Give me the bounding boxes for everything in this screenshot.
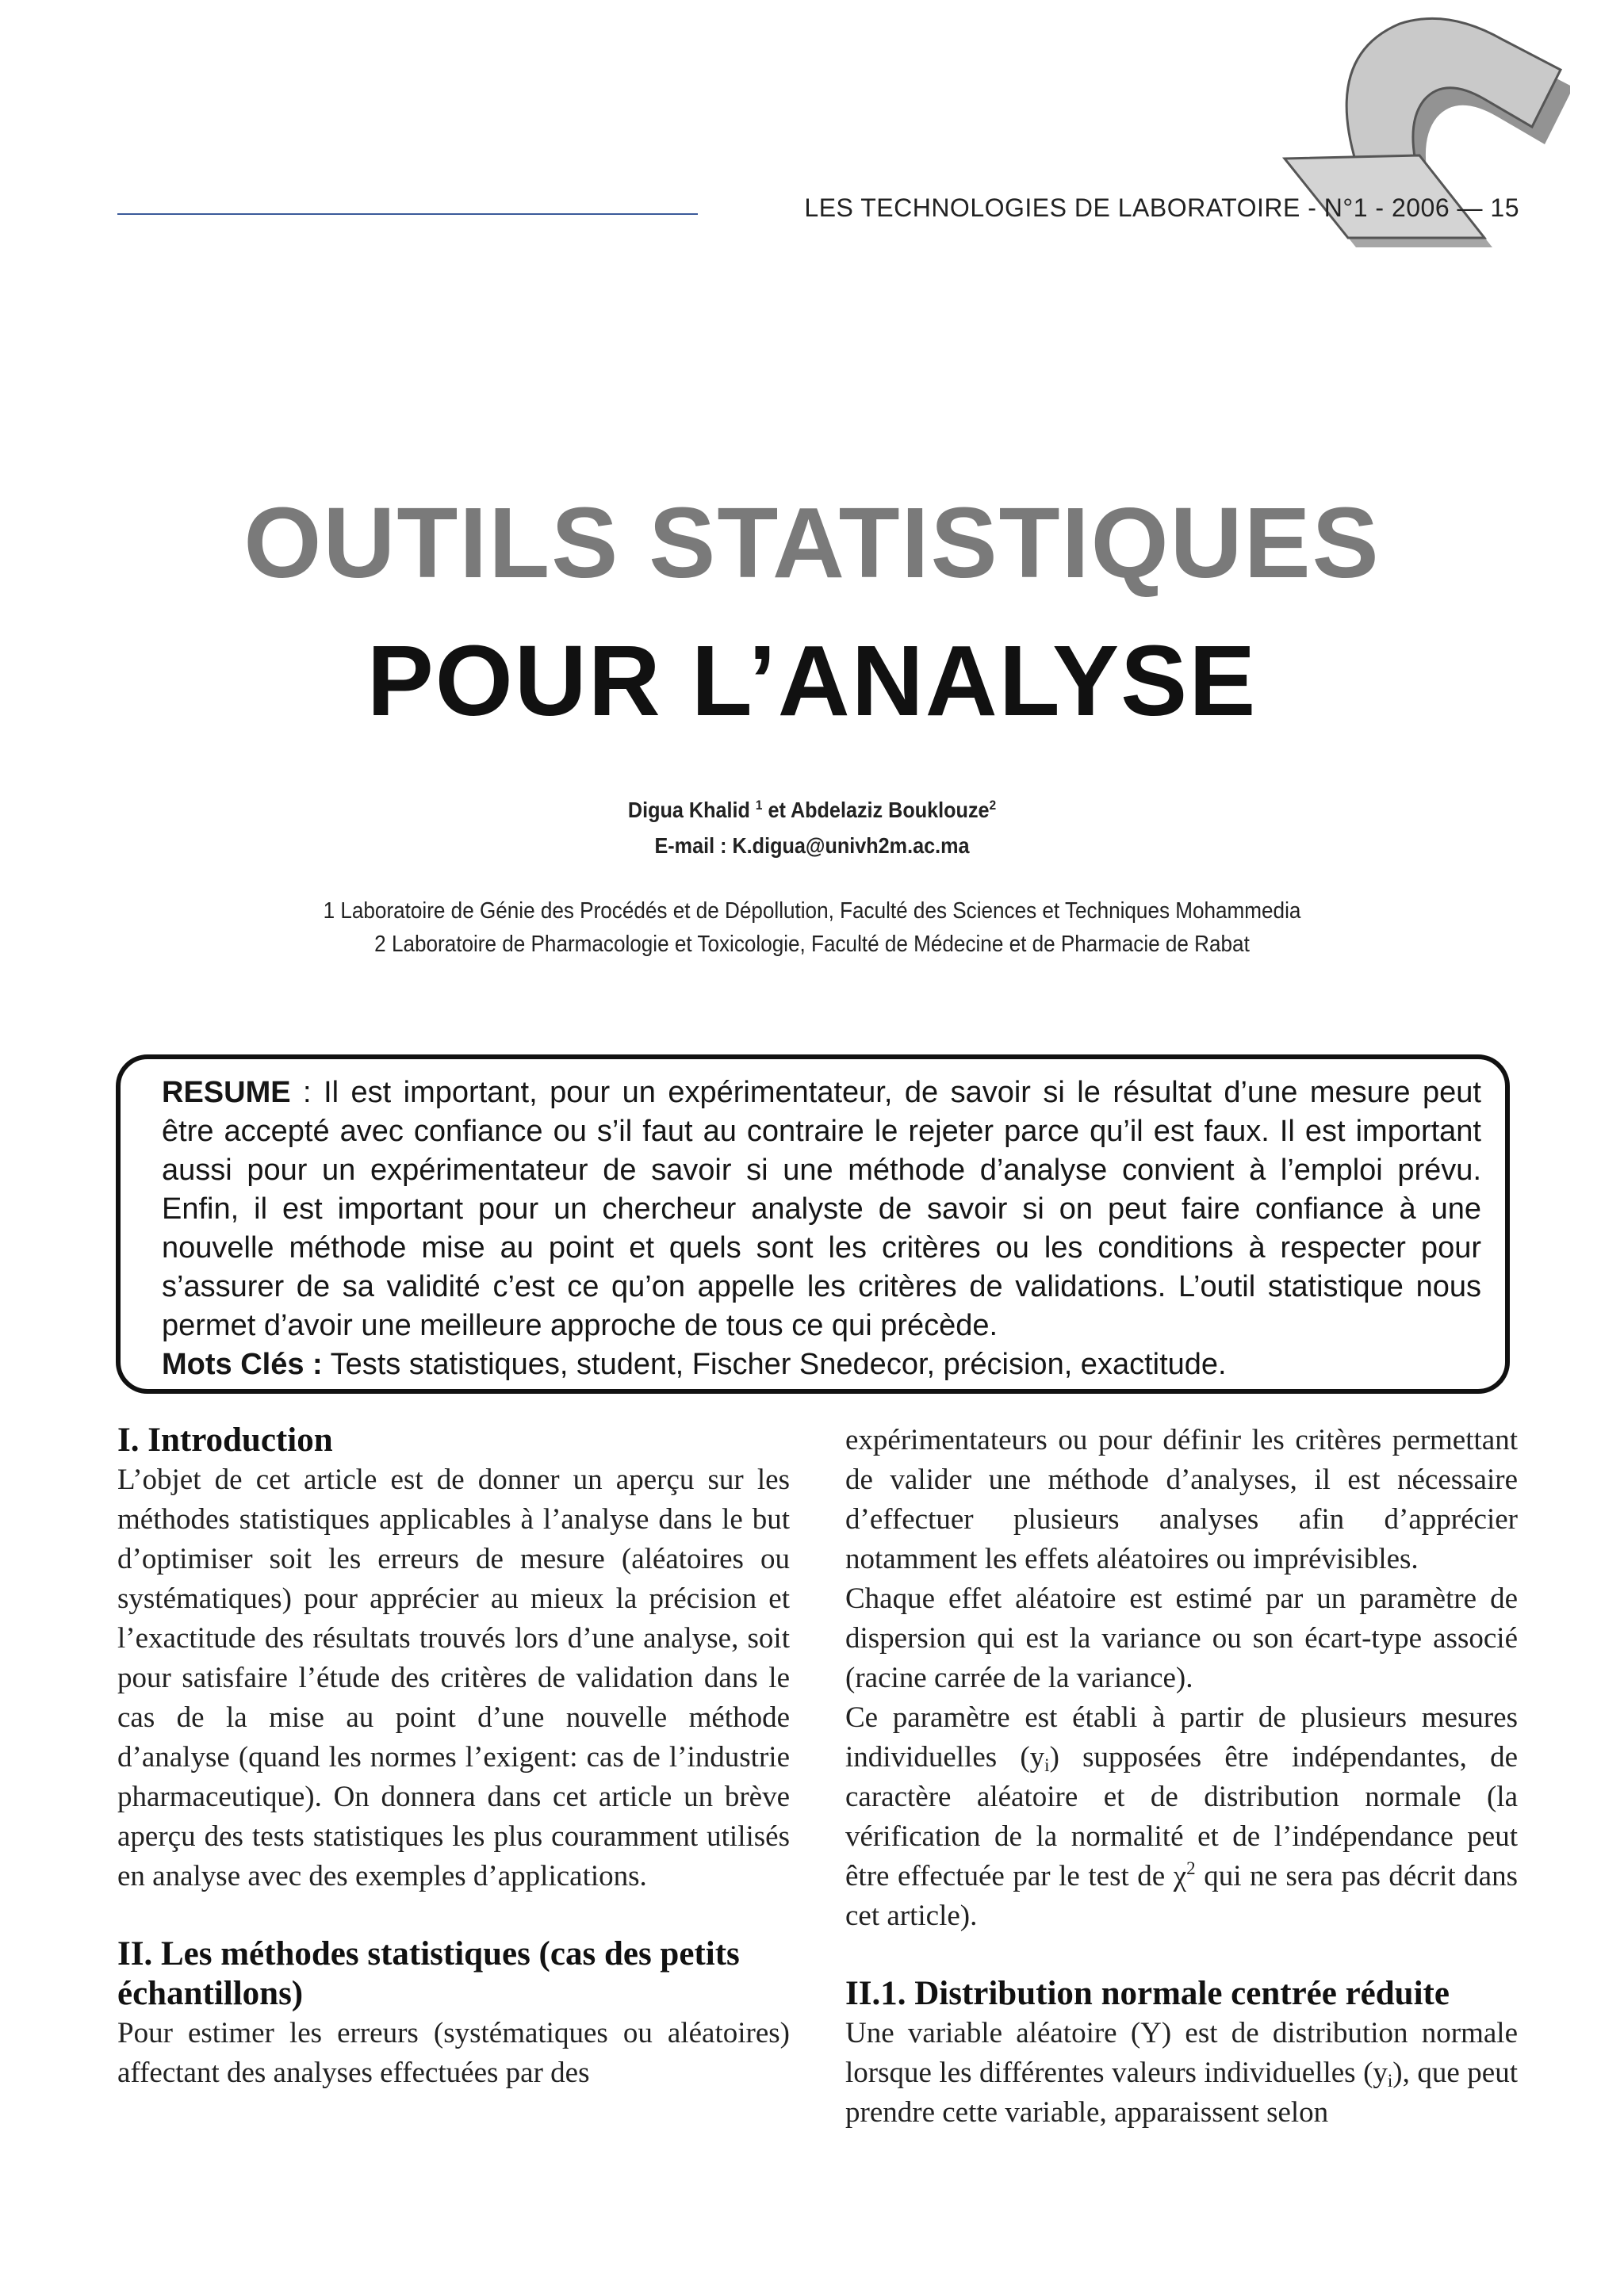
page-title-line-2: POUR L’ANALYSE: [366, 625, 1258, 737]
author-conjunction: et: [768, 798, 786, 822]
left-column: [117, 1421, 790, 2093]
right-paragraph-2: Chaque effet aléatoire est estimé par un paramètre de dispersion qui est la variance ou son écart-type associé (racine carrée de la variance).: [845, 1582, 1518, 1694]
methods-paragraph: Pour estimer les erreurs (systématiques ou aléatoires) affectant des analyses effectuées par des: [117, 2017, 790, 2089]
author-1: Digua Khalid: [627, 798, 750, 822]
abstract-text: [162, 1073, 1481, 1384]
author-2-mark: 2: [989, 798, 997, 813]
normal-subscript-i: i: [1387, 2071, 1393, 2091]
affiliation-2: 2 Laboratoire de Pharmacologie et Toxicologie, Faculté de Médecine et de Pharmacie de Rabat: [374, 932, 1250, 957]
right-p3-part-b: ) supposées être indépendantes, de caractère aléatoire et de distribution normale (la vérification de la normalité et de l’indépendance peut être effectuée par le test de χ: [845, 1741, 1518, 1892]
page-title-line-1: OUTILS STATISTIQUES: [243, 487, 1381, 599]
abstract-box: [116, 1054, 1510, 1394]
section-heading-introduction: I. Introduction: [117, 1422, 333, 1459]
keywords-text: Tests statistiques, student, Fischer Snedecor, précision, exactitude.: [330, 1348, 1227, 1381]
right-paragraph-3: [845, 1698, 1518, 1936]
normal-part-a: Une variable aléatoire (Y) est de distribution normale lorsque les différentes valeurs individuelles (y: [845, 2017, 1518, 2089]
running-header: LES TECHNOLOGIES DE LABORATOIRE - N°1 - 2006 — 15: [804, 193, 1519, 222]
right-p3-part-c: qui ne sera pas décrit dans cet article).: [845, 1860, 1518, 1932]
author-1-mark: 1: [755, 798, 763, 813]
abstract-separator: :: [290, 1076, 324, 1109]
section-heading-methods: II. Les méthodes statistiques (cas des petits échantillons): [117, 1935, 740, 2012]
introduction-paragraph: L’objet de cet article est de donner un aperçu sur les méthodes statistiques applicables à l’analyse dans le but d’optimiser soit les erreurs de mesure (aléatoires ou systématiques) pour apprécier au mieux la précision et l’exactitude des résultats trouvés lors d’une analyse, soit pour satisfaire l’étude des critères de validation dans le cas de la mise au point d’une nouvelle méthode d’analyse (quand les normes l’exigent: cas de l’industrie pharmaceutique). On donnera dans cet article un brève aperçu des tests statistiques les plus couramment utilisés en analyse avec des exemples d’applications.: [117, 1464, 790, 1892]
header-rule: [117, 213, 698, 215]
superscript-2: 2: [1186, 1858, 1196, 1878]
right-paragraph-1: expérimentateurs ou pour définir les critères permettant de valider une méthode d’analyses, il est nécessaire d’effectuer plusieurs analyses afin d’apprécier notamment les effets aléatoires ou imprévisibles.: [845, 1424, 1518, 1575]
right-column: [845, 1421, 1518, 2133]
abstract-label: RESUME: [162, 1076, 291, 1109]
abstract-body: Il est important, pour un expérimentateur, de savoir si le résultat d’une mesure peut être accepté avec confiance ou s’il faut au contraire le rejeter parce qu’il est faux. Il est important aussi pour un expérimentateur de savoir si une méthode d’analyse convient à l’emploi prévu. Enfin, il est important pour un chercheur analyste de savoir si on peut faire confiance à une nouvelle méthode mise au point et quels sont les critères ou les conditions à respecter pour s’assurer de sa validité c’est ce qu’on appelle les critères de validations. L’outil statistique nous permet d’avoir une meilleure approche de tous ce qui précède.: [162, 1076, 1481, 1342]
affiliation-1: 1 Laboratoire de Génie des Procédés et de Dépollution, Faculté des Sciences et Techniques Mohammedia: [323, 898, 1301, 924]
section-heading-normal-distribution: II.1. Distribution normale centrée réduite: [845, 1975, 1450, 2012]
right-p3-part-a: Ce paramètre est établi à partir de plusieurs mesures individuelles (y: [845, 1701, 1518, 1774]
author-email: E-mail : K.digua@univh2m.ac.ma: [654, 833, 970, 858]
normal-distribution-paragraph: [845, 2014, 1518, 2133]
subscript-i: i: [1044, 1755, 1050, 1775]
normal-part-b: ), que peut prendre cette variable, apparaissent selon: [845, 2057, 1518, 2129]
author-2: Abdelaziz Bouklouze: [790, 798, 990, 822]
author-line: [81, 798, 1542, 823]
keywords-label: Mots Clés :: [162, 1348, 323, 1381]
